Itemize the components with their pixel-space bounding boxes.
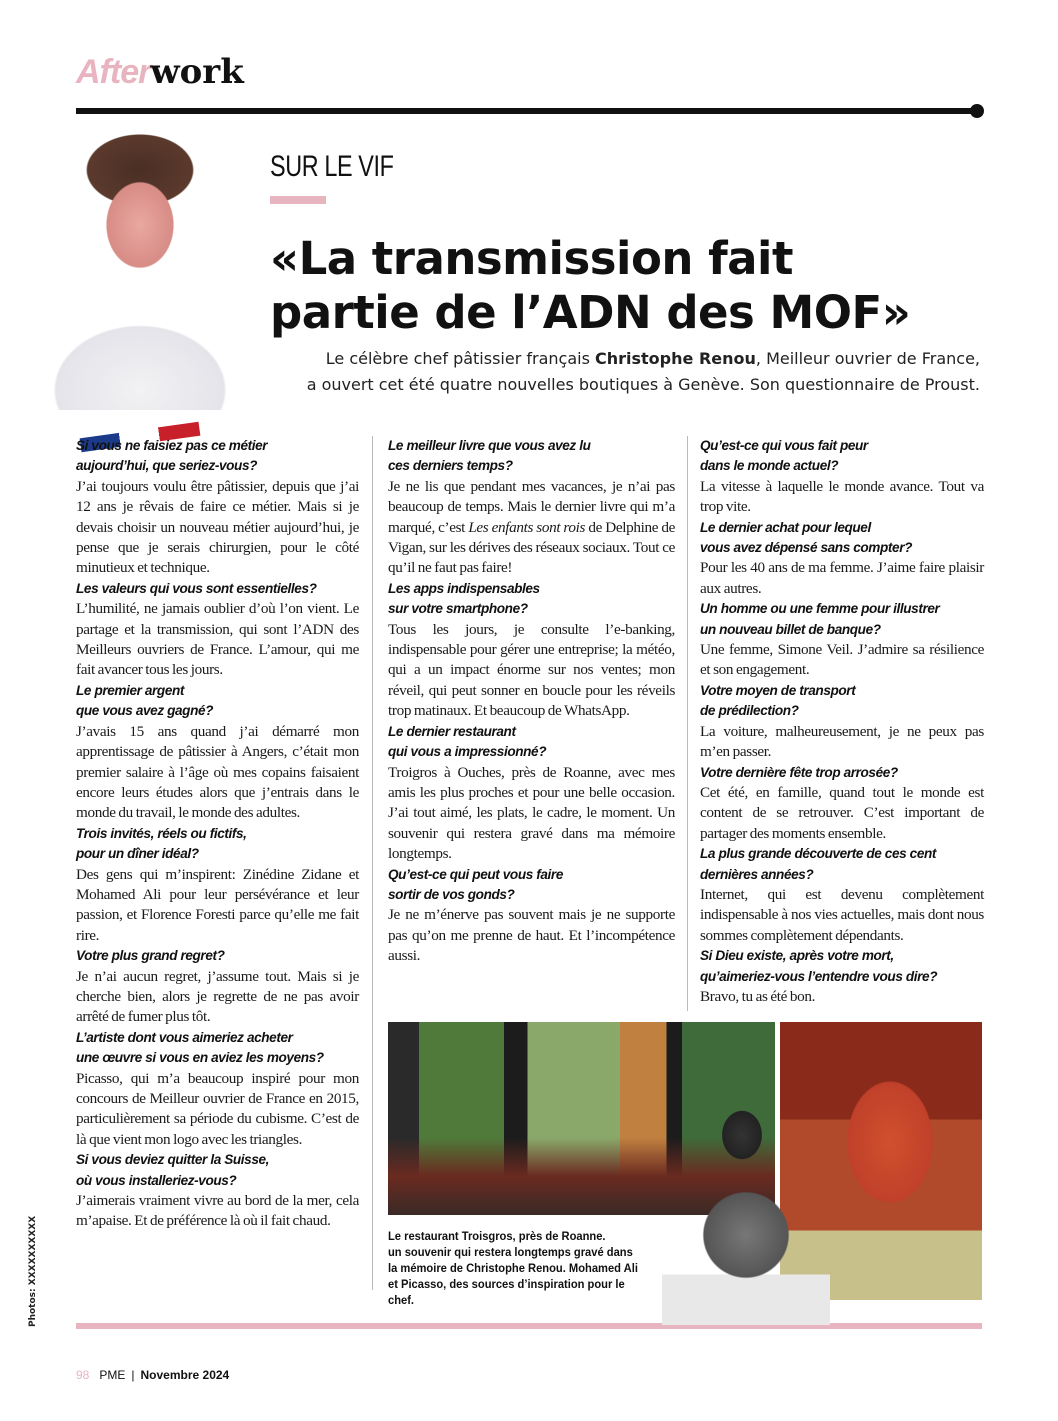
question-line: Le meilleur livre que vous avez lu (388, 438, 591, 453)
question-line: Qu’est-ce qui vous fait peur (700, 438, 868, 453)
answer-text: Internet, qui est devenu complètement indispensable à nos vies actuelles, mais dont nous sommes complètement dépendants. (700, 885, 984, 944)
mohamed-ali-photo (662, 1095, 830, 1325)
question-line: un nouveau billet de banque? (700, 621, 881, 637)
question (700, 436, 984, 477)
question-line: La plus grande découverte de ces cent (700, 846, 937, 862)
question (76, 1150, 359, 1191)
rubric-work: work (150, 52, 244, 92)
question-line: ces derniers temps? (388, 458, 513, 474)
question (76, 1028, 359, 1069)
standfirst-name: Christophe Renou (595, 349, 756, 368)
answer-text: Picasso, qui m’a beaucoup inspiré pour mon concours de Meilleur ouvrier de France en 2015, particulièrement sa période du cubisme. C’est de là que vient mon logo avec les triangles. (76, 1069, 359, 1148)
answer-text: Cet été, en famille, quand tout le monde est content de se retrouver. C’est important de partager des moments ensemble. (700, 783, 984, 842)
answer (700, 558, 984, 599)
answer (700, 640, 984, 681)
question-line: une œuvre si vous en aviez les moyens? (76, 1050, 324, 1066)
question (700, 946, 984, 987)
question-line: L’artiste dont vous aimeriez acheter (76, 1029, 293, 1045)
question (700, 518, 984, 559)
magazine-name: PME (99, 1368, 126, 1382)
question-line: de prédilection? (700, 703, 799, 719)
question-line: sur votre smartphone? (388, 601, 528, 617)
column-2 (388, 436, 675, 967)
answer-text: Une femme, Simone Veil. J’admire sa résilience et son engagement. (700, 641, 984, 679)
page-number: 98 (76, 1368, 90, 1382)
question-line: Les valeurs qui vous sont essentielles? (76, 580, 317, 596)
standfirst-text: Le célèbre chef pâtissier français (325, 349, 595, 368)
book-title: Les enfants sont rois (468, 518, 586, 536)
column-divider (372, 436, 373, 1290)
question-line: Les apps indispensables (388, 580, 540, 596)
question-line: Si vous deviez quitter la Suisse, (76, 1152, 270, 1168)
answer-text: Je ne m’énerve pas souvent mais je ne supporte pas qu’on me prenne de haut. Et l’incompétence aussi. (388, 906, 675, 965)
question-line: Votre dernière fête trop arrosée? (700, 764, 898, 780)
question-line: Trois invités, réels ou fictifs, (76, 825, 247, 841)
answer-text: Je n’ai aucun regret, j’assume tout. Mais si je cherche bien, alors je regrette de ne pas avoir arrêté de fumer plus tôt. (76, 967, 359, 1026)
answer (76, 967, 359, 1028)
question (76, 681, 359, 722)
answer (76, 477, 359, 579)
question-line: Si Dieu existe, après votre mort, (700, 948, 894, 964)
question-line: Le premier argent (76, 682, 185, 698)
answer-text: Tous les jours, je consulte l’e-banking, indispensable pour gérer une entreprise; la météo, qui a un impact énorme sur nos ventes; mon réveil, qui peut sonner en boucle pour les réveils trop matinaux. Et beaucoup de WhatsApp. (388, 620, 675, 720)
answer-text: J’aimerais vraiment vivre au bord de la mer, cela m’apaise. Et de préférence là où il fait chaud. (76, 1192, 359, 1230)
answer (700, 987, 984, 1007)
question-line: Votre moyen de transport (700, 682, 856, 698)
answer-text: Des gens qui m’inspirent: Zinédine Zidane et Mohamed Ali pour leur persévérance et leur passion, et Florence Foresti parce qu’elle me fait rire. (76, 865, 359, 944)
answer (76, 599, 359, 681)
standfirst (180, 346, 980, 398)
question-line: Qu’est-ce qui peut vous faire (388, 866, 563, 882)
question (700, 599, 984, 640)
question (388, 579, 675, 620)
question-line: dernières années? (700, 866, 814, 882)
issue-date: Novembre 2024 (140, 1368, 230, 1382)
question-line: Le dernier restaurant (388, 723, 516, 739)
answer-text: Je ne lis que pendant mes vacances, je n’ai pas beaucoup de temps. Mais le dernier livre qui m’a marqué, c’est (388, 477, 675, 536)
answer (388, 477, 675, 579)
answer-text: La vitesse à laquelle le monde avance. Tout va trop vite. (700, 477, 984, 516)
headline-line: partie de l’ADN des MOF» (270, 286, 911, 339)
question-line: que vous avez gagné? (76, 703, 214, 719)
answer (388, 763, 675, 865)
answer (76, 1069, 359, 1151)
answer-text: L’humilité, ne jamais oublier d’où l’on vient. Le partage et la transmission, qui sont l’ADN des Meilleurs ouvriers de France. L’amour, qui me fait avancer tous les jours. (76, 600, 359, 679)
section-rubric (76, 52, 244, 93)
answer (700, 885, 984, 946)
answer (700, 477, 984, 518)
question (388, 722, 675, 763)
column-3 (700, 436, 984, 1007)
top-rule (76, 108, 974, 114)
question (700, 681, 984, 722)
caption-line: la mémoire de Christophe Renou. Mohamed Ali (388, 1261, 638, 1275)
photo-caption (388, 1228, 645, 1308)
answer (76, 722, 359, 824)
answer-text: Pour les 40 ans de ma femme. J’aime faire plaisir aux autres. (700, 559, 984, 597)
answer (700, 783, 984, 844)
answer-text: J’avais 15 ans quand j’ai démarré mon apprentissage de pâtissier à Angers, c’était mon premier salaire à l’âge où mes copains faisaient encore leurs études alors que j’entrais dans le monde du travail, le monde des adultes. (76, 722, 359, 822)
answer (388, 905, 675, 966)
answer (76, 865, 359, 947)
question-line: Le dernier achat pour lequel (700, 519, 871, 535)
headline (270, 232, 910, 340)
question-line: Si vous ne faisiez pas ce métier (76, 438, 268, 453)
answer-text: Bravo, tu as été bon. (700, 987, 816, 1005)
question-line: pour un dîner idéal? (76, 846, 199, 862)
answer (388, 620, 675, 722)
headline-line: «La transmission fait (270, 232, 793, 285)
question (76, 579, 359, 599)
caption-line: et Picasso, des sources d’inspiration pour le chef. (388, 1277, 625, 1307)
question (700, 763, 984, 783)
question (388, 436, 675, 477)
question (388, 865, 675, 906)
question-line: dans le monde actuel? (700, 458, 839, 474)
folio-separator: | (131, 1368, 135, 1382)
bottom-rule (76, 1323, 982, 1329)
folio (76, 1368, 229, 1382)
top-rule-dot (970, 104, 984, 118)
standfirst-text: a ouvert cet été quatre nouvelles boutiques à Genève. Son questionnaire de Proust. (306, 375, 980, 394)
caption-line: un souvenir qui restera longtemps gravé dans (388, 1245, 633, 1259)
question-line: Un homme ou une femme pour illustrer (700, 601, 940, 617)
kicker-bar (270, 196, 326, 204)
question-line: qui vous a impressionné? (388, 744, 547, 760)
answer (700, 722, 984, 763)
question (700, 844, 984, 885)
answer-text: La voiture, malheureusement, je ne peux pas m’en passer. (700, 722, 984, 761)
question-line: Votre plus grand regret? (76, 948, 225, 964)
answer-text: Troigros à Ouches, près de Roanne, avec mes amis les plus proches et pour une belle occasion. J’ai tout aimé, les plats, le cadre, le moment. Un souvenir qui restera gravé dans ma mémoire longtemps. (388, 763, 675, 863)
standfirst-text: , Meilleur ouvrier de France, (755, 349, 980, 368)
question (76, 946, 359, 966)
question-line: qu’aimeriez-vous l’entendre vous dire? (700, 968, 938, 984)
answer-text: de Delphine de Vigan, sur les dérives des réseaux sociaux. Tout ce qu’il ne faut pas faire! (388, 518, 675, 577)
question (76, 436, 359, 477)
kicker: SUR LE VIF (270, 150, 394, 183)
caption-line: Le restaurant Troisgros, près de Roanne. (388, 1229, 606, 1243)
rubric-after: After (76, 53, 151, 91)
photo-credit: Photos: XXXXXXXXXX (28, 1215, 38, 1327)
answer-text: J’ai toujours voulu être pâtissier, depuis que j’ai 12 ans je rêvais de faire ce métier. Mais si je devais choisir un nouveau métier aujourd’hui, je pense que je serais chirurgien, pour le côté minutieux et technique. (76, 477, 359, 577)
answer (76, 1191, 359, 1232)
question-line: vous avez dépensé sans compter? (700, 540, 912, 556)
question (76, 824, 359, 865)
question-line: aujourd’hui, que seriez-vous? (76, 458, 258, 474)
question-line: sortir de vos gonds? (388, 886, 515, 902)
question-line: où vous installeriez-vous? (76, 1172, 237, 1188)
column-1 (76, 436, 359, 1232)
column-divider (687, 436, 688, 1011)
